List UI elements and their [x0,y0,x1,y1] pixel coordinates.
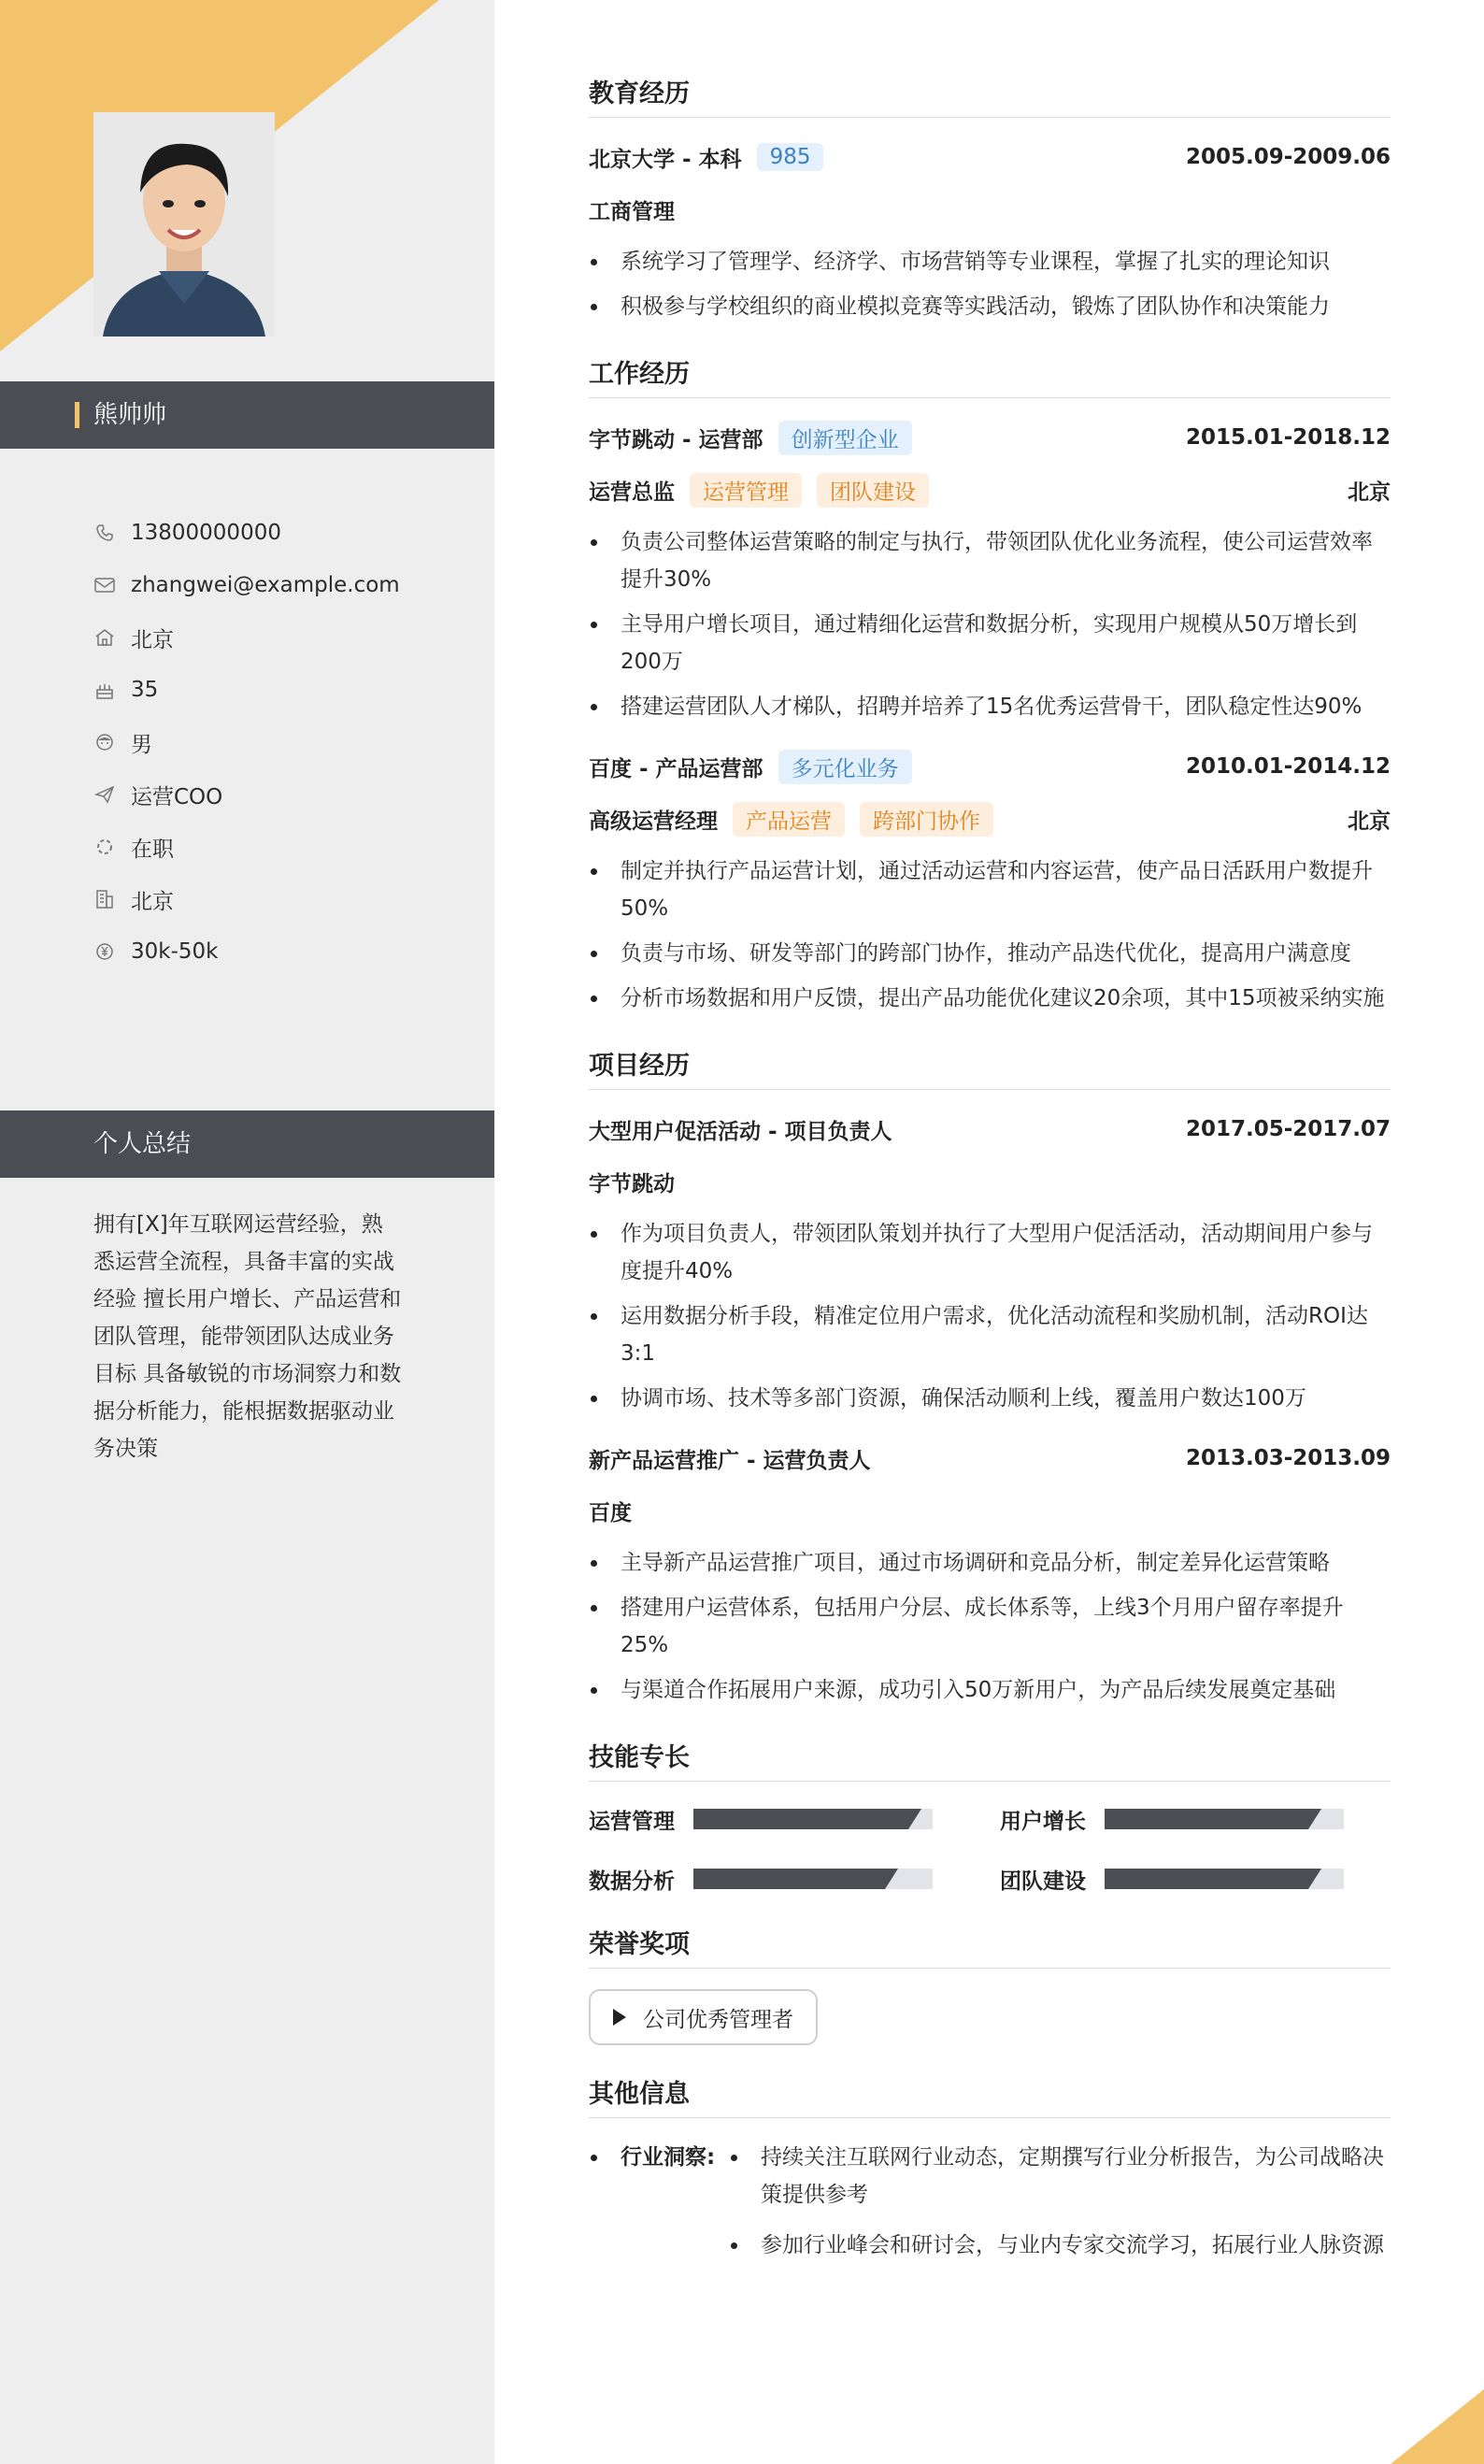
info-email [93,559,400,611]
section-title: 教育经历 [589,73,1391,118]
project-org-row [589,1163,1391,1200]
skills-section [589,1737,1391,1896]
skill-tag: 运营管理 [690,473,802,508]
section-title: 工作经历 [589,353,1391,398]
section-title: 其他信息 [589,2073,1391,2118]
job-header [589,419,1391,456]
section-title: 项目经历 [589,1045,1391,1090]
list-item: 负责公司整体运营策略的制定与执行，带领团队优化业务流程，使公司运营效率提升30% [589,523,1391,598]
school-name: 北京大学 - 本科 [589,147,742,172]
skill-item [1000,1862,1391,1896]
profile-name: 熊帅帅 [93,401,167,429]
info-text: 13800000000 [131,521,281,545]
section-title: 技能专长 [589,1737,1391,1782]
list-item: 搭建运营团队人才梯队，招聘并培养了15名优秀运营骨干，团队稳定性达90% [589,688,1391,725]
project-org: 字节跳动 [589,1171,675,1196]
other-key: 行业洞察: [589,2139,729,2299]
list-item: 参加行业峰会和研讨会，与业内专家交流学习，拓展行业人脉资源 [729,2227,1391,2264]
contact-info-list [93,507,400,978]
avatar [93,112,275,337]
send-icon [93,783,116,806]
job-date: 2010.01-2014.12 [1185,754,1391,779]
education-major-row [589,191,1391,228]
sidebar [0,0,494,2464]
skill-bar [1105,1869,1344,1889]
education-header [589,138,1391,176]
info-text: 在职 [131,837,174,862]
skill-item [589,1862,1000,1896]
play-icon [613,2009,626,2026]
main-content [589,73,1391,2299]
list-item: 系统学习了管理学、经济学、市场营销等专业课程，掌握了扎实的理论知识 [589,243,1391,280]
education-date: 2005.09-2009.06 [1185,145,1391,169]
project-bullets [589,1544,1391,1709]
skill-bar [693,1809,933,1829]
info-gender [93,716,400,768]
job-role-row [589,800,1391,838]
face-icon [93,731,116,753]
list-item: 分析市场数据和用户反馈，提出产品功能优化建议20余项，其中15项被采纳实施 [589,980,1391,1017]
list-item: 作为项目负责人，带领团队策划并执行了大型用户促活活动，活动期间用户参与度提升40% [589,1215,1391,1290]
list-item: 与渠道合作拓展用户来源，成功引入50万新用户，为产品后续发展奠定基础 [589,1671,1391,1709]
major: 工商管理 [589,199,675,224]
work-section [589,353,1391,1017]
summary-text: 拥有[X]年互联网运营经验，熟悉运营全流程，具备丰富的实战经验 擅长用户增长、产品运营和团队管理，能带领团队达成业务目标 具备敏锐的市场洞察力和数据分析能力，能根据数据驱动业务决策 [93,1212,402,1461]
job-city: 北京 [1348,809,1391,834]
skill-tag: 跨部门协作 [860,802,993,837]
summary-banner [0,1110,494,1178]
skill-tag: 团队建设 [817,473,929,508]
skill-name: 团队建设 [1000,1869,1086,1894]
info-text: zhangwei@example.com [131,573,400,597]
project-bullets [589,1215,1391,1417]
list-item: 制定并执行产品运营计划，通过活动运营和内容运营，使产品日活跃用户数提升50% [589,852,1391,927]
list-item: 主导新产品运营推广项目，通过市场调研和竞品分析，制定差异化运营策略 [589,1544,1391,1582]
info-text: 北京 [131,889,174,914]
yuan-icon [93,940,116,963]
project-header [589,1110,1391,1148]
skill-item [589,1802,1000,1836]
list-item: 负责与市场、研发等部门的跨部门协作，推动产品迭代优化，提高用户满意度 [589,935,1391,972]
skill-bar [1105,1809,1344,1829]
info-status [93,821,400,873]
name-banner [0,381,494,449]
skill-name: 数据分析 [589,1869,675,1894]
company-tag: 创新型企业 [778,421,912,455]
skill-bar [693,1869,933,1889]
list-item: 积极参与学校组织的商业模拟竞赛等实践活动，锻炼了团队协作和决策能力 [589,288,1391,325]
project-date: 2017.05-2017.07 [1185,1117,1391,1141]
education-bullets [589,243,1391,325]
home-icon [93,626,116,649]
status-icon [93,836,116,858]
summary-title: 个人总结 [93,1130,192,1158]
cake-icon [93,679,116,701]
info-city [93,873,400,925]
project-name: 大型用户促活活动 - 项目负责人 [589,1119,892,1144]
phone-icon [93,522,116,544]
job-bullets [589,523,1391,725]
info-text: 30k-50k [131,939,219,964]
info-age [93,664,400,716]
award-item[interactable] [589,1989,818,2045]
company-name: 字节跳动 - 运营部 [589,427,763,452]
other-bullets [729,2139,1391,2277]
info-salary [93,925,400,978]
job-header [589,748,1391,785]
skill-name: 用户增长 [1000,1809,1086,1834]
project-date: 2013.03-2013.09 [1185,1446,1391,1470]
job-role: 高级运营经理 [589,809,718,834]
skill-name: 运营管理 [589,1809,675,1834]
school-tag: 985 [757,143,824,171]
job-city: 北京 [1348,480,1391,505]
skill-bar-fill [693,1869,885,1889]
award-label: 公司优秀管理者 [643,2007,793,2032]
list-item: 搭建用户运营体系，包括用户分层、成长体系等，上线3个月用户留存率提升25% [589,1589,1391,1664]
project-org-row [589,1492,1391,1529]
projects-section [589,1045,1391,1709]
other-info-row [589,2139,1391,2299]
skill-bar-fill [1105,1869,1308,1889]
honors-section [589,1924,1391,2073]
other-section [589,2073,1391,2299]
info-text: 男 [131,732,152,757]
info-phone [93,507,400,559]
job-bullets [589,852,1391,1017]
education-section [589,73,1391,325]
name-accent-bar [75,402,79,428]
skill-tag: 产品运营 [733,802,845,837]
job-role: 运营总监 [589,480,675,505]
job-role-row [589,471,1391,509]
skills-grid [589,1802,1391,1896]
info-position [93,768,400,821]
company-tag: 多元化业务 [778,750,912,784]
list-item: 持续关注互联网行业动态，定期撰写行业分析报告，为公司战略决策提供参考 [729,2139,1391,2213]
mail-icon [93,574,116,596]
info-location [93,611,400,664]
project-org: 百度 [589,1500,632,1526]
list-item: 协调市场、技术等多部门资源，确保活动顺利上线，覆盖用户数达100万 [589,1380,1391,1417]
info-text: 35 [131,678,159,702]
skill-bar-fill [1105,1809,1308,1829]
info-text: 北京 [131,627,174,652]
project-header [589,1440,1391,1477]
section-title: 荣誉奖项 [589,1924,1391,1969]
skill-item [1000,1802,1391,1836]
job-date: 2015.01-2018.12 [1185,425,1391,450]
corner-decoration [1391,2389,1484,2464]
skill-bar-fill [693,1809,908,1829]
info-text: 运营COO [131,784,223,809]
building-icon [93,888,116,910]
list-item: 运用数据分析手段，精准定位用户需求，优化活动流程和奖励机制，活动ROI达3:1 [589,1297,1391,1372]
company-name: 百度 - 产品运营部 [589,756,763,781]
project-name: 新产品运营推广 - 运营负责人 [589,1448,871,1473]
list-item: 主导用户增长项目，通过精细化运营和数据分析，实现用户规模从50万增长到200万 [589,606,1391,680]
